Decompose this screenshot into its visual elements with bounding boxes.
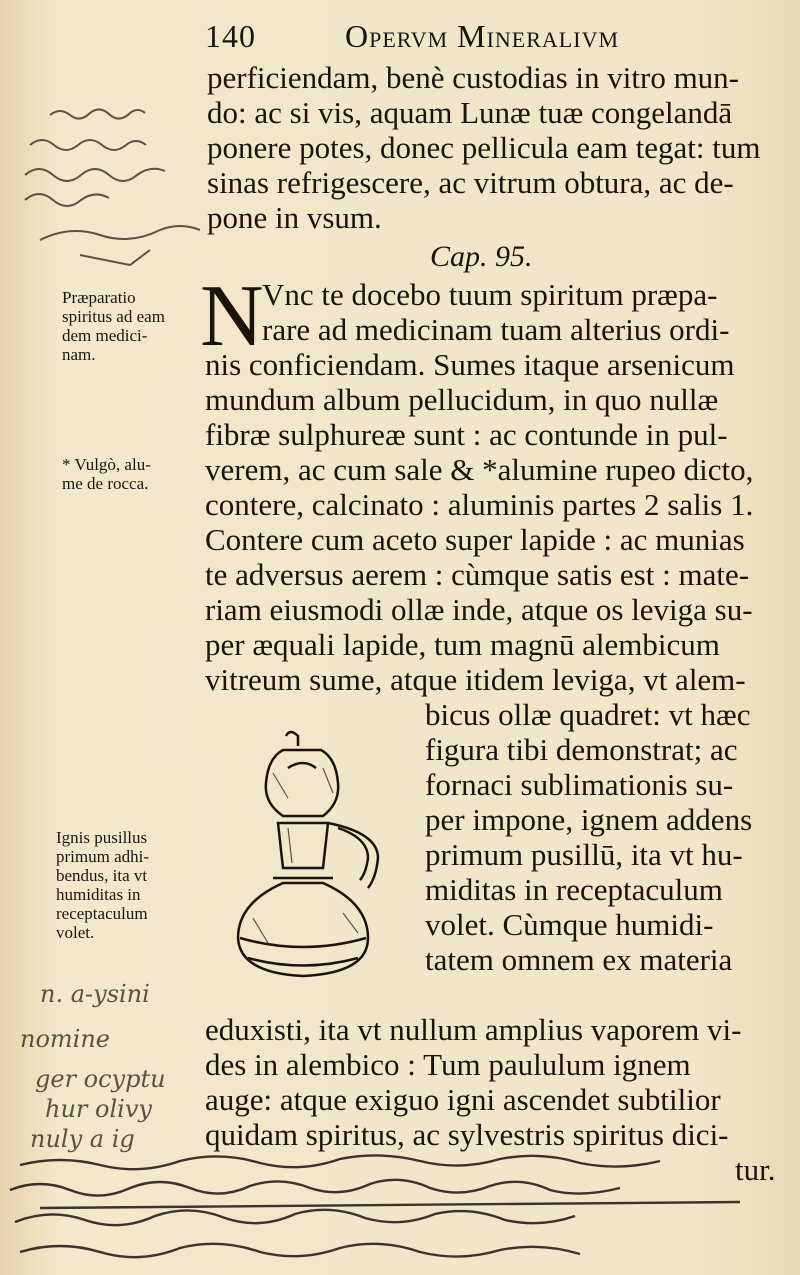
text-line: tur. [735,1152,776,1187]
text-line: do: ac si vis, aquam Lunæ tuæ congelandā [207,95,733,130]
handwritten-annotation: nuly a ig [30,1125,135,1153]
text-line: fibræ sulphureæ sunt : ac contunde in pul- [205,417,728,452]
handwritten-annotation: n. a-ysini [40,980,150,1008]
text-line: primum pusillū, ita vt hu- [425,837,743,872]
text-line: volet. Cùmque humidi- [425,907,714,942]
margin-note: Præparatio spiritus ad eam dem medici- nam. [62,288,165,364]
text-line: nis conficiendam. Sumes itaque arsenicum [205,347,735,382]
text-line: mundum album pellucidum, in quo nullæ [205,382,719,417]
ink-scribble [0,1150,800,1275]
text-line: pone in vsum. [207,200,382,235]
handwritten-annotation: nomine [20,1025,110,1053]
text-line: eduxisti, ita vt nullum amplius vaporem vi- [205,1012,742,1047]
text-line: te adversus aerem : cùmque satis est : mate- [205,557,750,592]
running-header [205,18,675,60]
text-line: per æquali lapide, tum magnū alembicum [205,627,720,662]
text-line: verem, ac cum sale & *alumine rupeo dicto, [205,452,754,487]
text-line: sinas refrigescere, ac vitrum obtura, ac de- [207,165,734,200]
text-line: ponere potes, donec pellicula eam tegat: tum [207,130,761,165]
text-line: perficiendam, benè custodias in vitro mun- [207,60,740,95]
alembic-figure [228,728,398,988]
text-line: bicus ollæ quadret: vt hæc [425,697,751,732]
ink-scribble [20,90,210,280]
text-line: tatem omnem ex materia [425,942,733,977]
drop-cap: N [200,268,264,365]
chapter-heading: Cap. 95. [430,240,533,273]
page-number: 140 [205,18,256,54]
text-line: Contere cum aceto super lapide : ac munias [205,522,745,557]
text-line: des in alembico : Tum paululum ignem [205,1047,691,1082]
text-line: vitreum sume, atque itidem leviga, vt alem- [205,662,746,697]
text-line: miditas in receptaculum [425,872,723,907]
handwritten-annotation: hur olivy [45,1095,152,1123]
text-line: riam eiusmodi ollæ inde, atque os leviga su- [205,592,753,627]
text-line: rare ad medicinam tuam alterius ordi- [262,312,730,347]
text-line: Vnc te docebo tuum spiritum præpa- [262,277,718,312]
running-title: Opervm Mineralivm [345,18,620,54]
text-line: fornaci sublimationis su- [425,767,734,802]
text-line: quidam spiritus, ac sylvestris spiritus dici- [205,1117,729,1152]
text-line: auge: atque exiguo igni ascendet subtilior [205,1082,721,1117]
text-line: figura tibi demonstrat; ac [425,732,738,767]
margin-note: * Vulgò, alu- me de rocca. [62,455,151,493]
handwritten-annotation: ger ocyptu [35,1065,166,1093]
text-line: contere, calcinato : aluminis partes 2 salis 1. [205,487,754,522]
text-line: per impone, ignem addens [425,802,753,837]
margin-note: Ignis pusillus primum adhi- bendus, ita vt humiditas in receptaculum volet. [56,828,150,942]
